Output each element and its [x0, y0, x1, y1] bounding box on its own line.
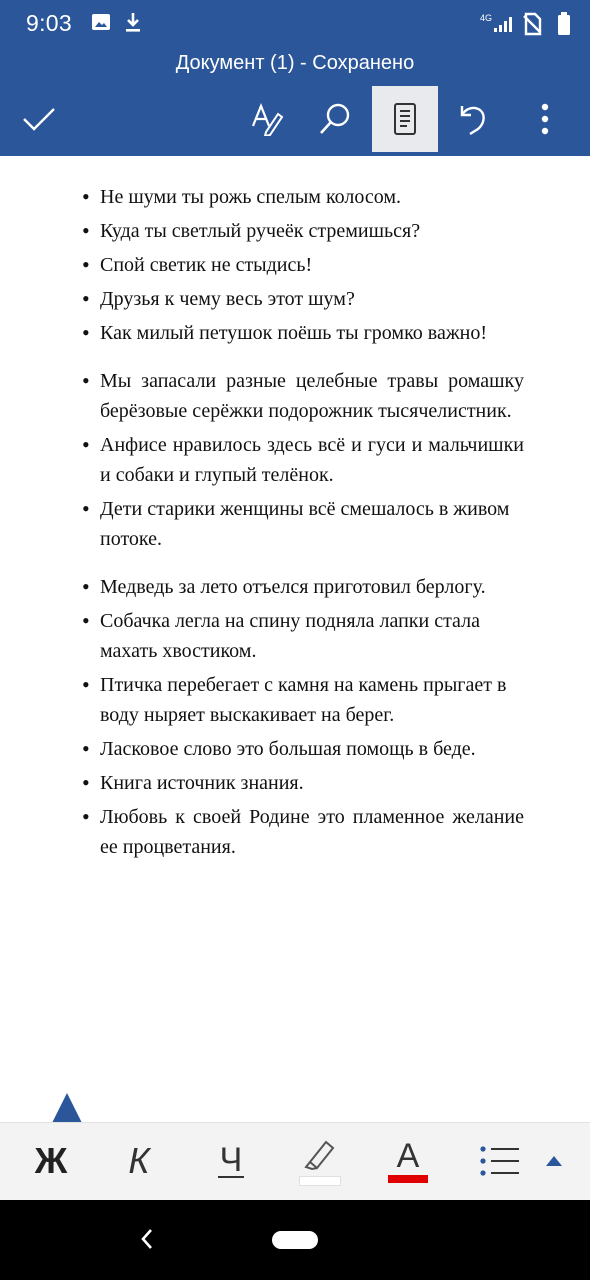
undo-icon [456, 102, 490, 136]
bullet-list [82, 572, 524, 862]
mobile-view-icon [393, 102, 417, 136]
format-bar [0, 1122, 590, 1201]
bullets-button[interactable] [476, 1131, 522, 1191]
bullet-list [82, 182, 524, 348]
home-button[interactable] [272, 1231, 318, 1249]
underline-button[interactable] [204, 1131, 258, 1191]
highlight-color-swatch [299, 1176, 341, 1186]
image-icon [91, 13, 111, 36]
navigation-bar [0, 1200, 590, 1280]
highlight-button[interactable] [298, 1131, 342, 1191]
list-item[interactable]: • Ласковое слово это большая помощь в беде. [82, 734, 524, 764]
list-item[interactable]: • Спой светик не стыдись! [82, 250, 524, 280]
draw-button[interactable] [240, 88, 294, 150]
battery-icon [557, 12, 571, 41]
list-item[interactable]: • Не шуми ты рожь спелым колосом. [82, 182, 524, 212]
check-icon [22, 106, 56, 132]
list-item[interactable]: • Медведь за лето отъелся приготовил берлогу. [82, 572, 524, 602]
status-time: 9:03 [26, 10, 72, 36]
bold-button[interactable]: Ж [34, 1140, 68, 1181]
mobile-view-button[interactable] [372, 86, 438, 152]
italic-button[interactable]: К [128, 1140, 150, 1181]
network-label: 4G [480, 13, 493, 23]
signal-icon [492, 14, 516, 39]
list-item[interactable]: • Дети старики женщины всё смешалось в живом потоке. [82, 494, 524, 554]
underline-label: Ч [219, 1141, 243, 1179]
status-bar [0, 0, 590, 48]
more-options-button[interactable] [518, 88, 572, 150]
list-item[interactable]: • Как милый петушок поёшь ты громко важно! [82, 318, 524, 348]
document-title: Документ (1) - Сохранено [175, 52, 415, 74]
list-item[interactable]: • Друзья к чему весь этот шум? [82, 284, 524, 314]
font-color-label: А [396, 1137, 420, 1175]
undo-button[interactable] [446, 88, 500, 150]
draw-icon [250, 102, 284, 136]
list-item[interactable]: • Мы запасали разные целебные травы ромашку берёзовые серёжки подорожник тысячелистник. [82, 366, 524, 426]
bullet-list-icon [479, 1144, 519, 1178]
highlighter-icon [300, 1136, 340, 1176]
paragraph-gap [82, 352, 524, 366]
list-item[interactable]: • Анфисе нравилось здесь всё и гуси и мальчишки и собаки и глупый телёнок. [82, 430, 524, 490]
more-icon [540, 103, 550, 135]
search-icon [318, 102, 352, 136]
caret-up-icon [546, 1156, 562, 1166]
list-item[interactable]: • Куда ты светлый ручеёк стремишься? [82, 216, 524, 246]
back-icon [134, 1224, 158, 1254]
list-item[interactable]: • Книга источник знания. [82, 768, 524, 798]
no-sim-icon [522, 12, 542, 41]
app-bar [0, 48, 590, 156]
list-item[interactable]: • Птичка перебегает с камня на камень прыгает в воду ныряет выскакивает на берег. [82, 670, 524, 730]
paragraph-gap [82, 558, 524, 572]
find-button[interactable] [308, 88, 362, 150]
list-item[interactable]: • Любовь к своей Родине это пламенное желание ее процветания. [82, 802, 524, 862]
font-color-swatch [388, 1175, 428, 1183]
done-button[interactable] [12, 88, 66, 150]
font-color-button[interactable] [384, 1131, 432, 1191]
download-icon [124, 11, 142, 38]
back-button[interactable] [134, 1224, 158, 1259]
expand-ribbon-button[interactable] [536, 1131, 572, 1191]
bullet-list [82, 366, 524, 554]
document-body[interactable] [82, 182, 524, 866]
list-item[interactable]: • Собачка легла на спину подняла лапки стала махать хвостиком. [82, 606, 524, 666]
